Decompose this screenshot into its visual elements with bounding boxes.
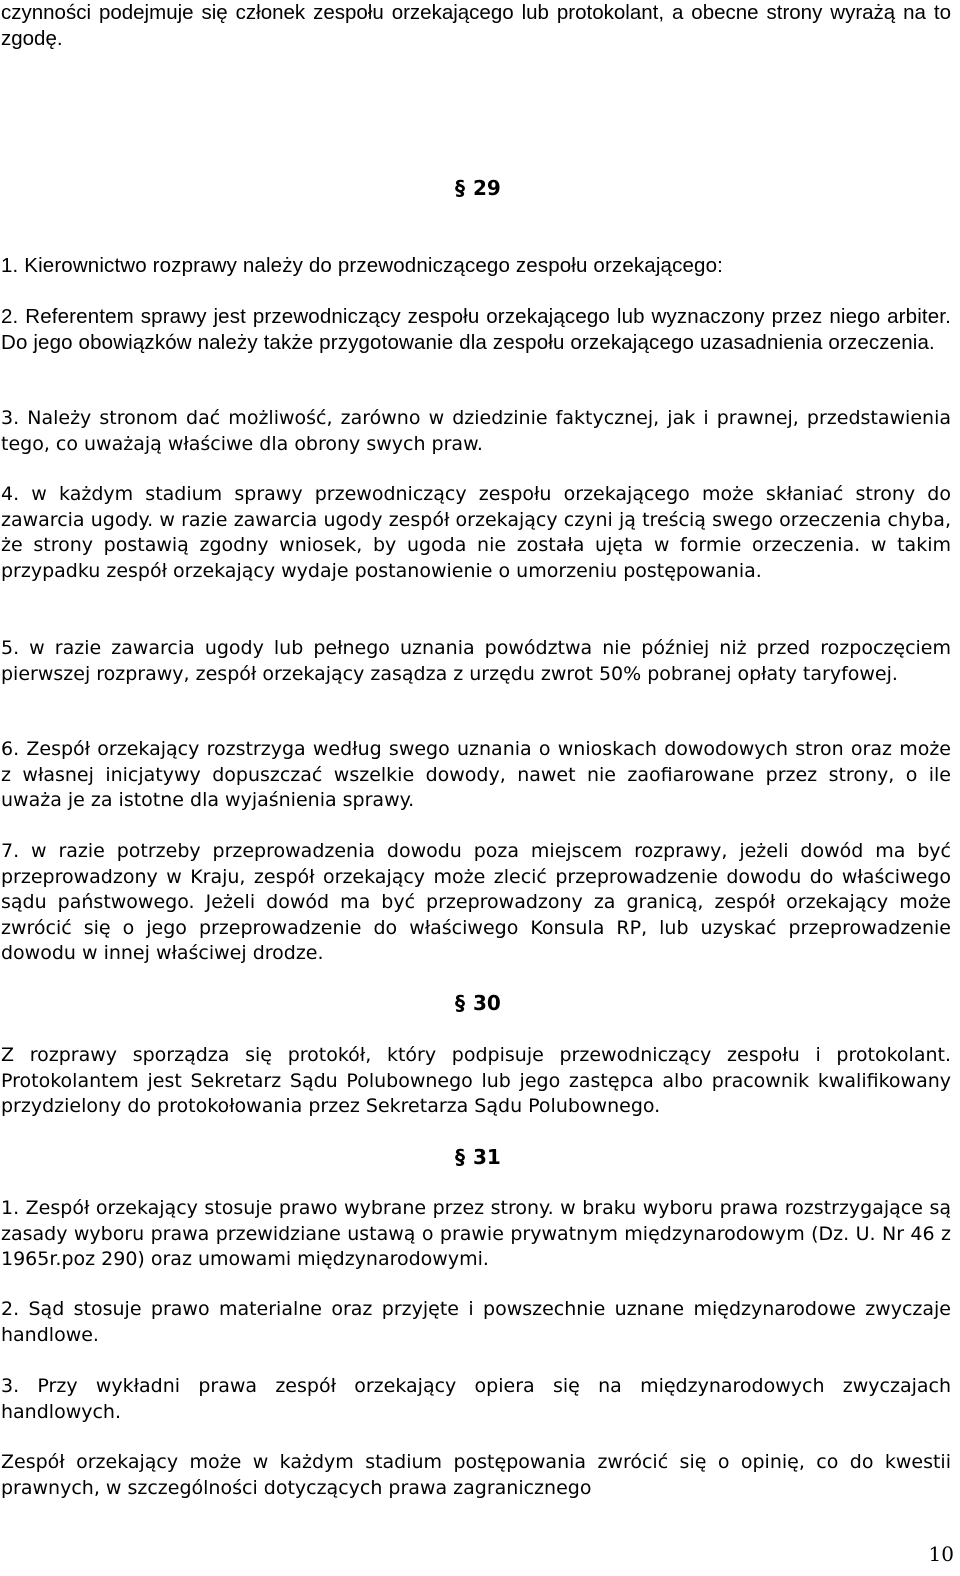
paragraph-s29-1: 1. Kierownictwo rozprawy należy do przewodniczącego zespołu orzekającego: xyxy=(1,254,723,277)
section-number: 29 xyxy=(473,176,501,200)
paragraph-s29-4: 4. w każdym stadium sprawy przewodniczący zespołu orzekającego może skłaniać strony do zawarcia ugody. w razie zawarcia ugody zespół orzekający czyni ją treścią swego orzeczenia chyba, że strony postawią zgodny wniosek, by ugoda nie została ujęta w formie orzeczenia. w takim przypadku zespół orzekający wydaje postanowienie o umorzeniu postępowania. xyxy=(1,483,951,582)
paragraph-s29-5: 5. w razie zawarcia ugody lub pełnego uznania powództwa nie później niż przed rozpoczęciem pierwszej rozprawy, zespół orzekający zasądza z urzędu zwrot 50% pobranej opłaty taryfowej. xyxy=(1,637,951,685)
section-number: 31 xyxy=(473,1145,501,1169)
page-number: 10 xyxy=(928,1542,954,1566)
section-number: 30 xyxy=(473,991,501,1015)
paragraph-s29-6: 6. Zespół orzekający rozstrzyga według swego uznania o wnioskach dowodowych stron oraz może z własnej inicjatywy dopuszczać wszelkie dowody, nawet nie zaofiarowane przez strony, o ile uważa je za istotne dla wyjaśnienia sprawy. xyxy=(1,738,951,811)
paragraph-s31-3: 3. Przy wykładni prawa zespół orzekający opiera się na międzynarodowych zwyczajach handlowych. xyxy=(1,1375,951,1423)
section-sign: § xyxy=(455,1145,465,1169)
paragraph-continuation: czynności podejmuje się członek zespołu orzekającego lub protokolant, a obecne strony wyrażą na to zgodę. xyxy=(1,1,951,50)
paragraph-s30: Z rozprawy sporządza się protokół, który podpisuje przewodniczący zespołu i protokolant. Protokolantem jest Sekretarz Sądu Polubownego lub jego zastępca albo pracownik kwalifikowany przydzielony do protokołowania przez Sekretarza Sądu Polubownego. xyxy=(1,1044,951,1117)
paragraph-s29-7: 7. w razie potrzeby przeprowadzenia dowodu poza miejscem rozprawy, jeżeli dowód ma być przeprowadzony w Kraju, zespół orzekający może zlecić przeprowadzenie dowodu do właściwego sądu państwowego. Jeżeli dowód ma być przeprowadzony za granicą, zespół orzekający może zwrócić się o jego przeprowadzenie do właściwego Konsula RP, lub uzyskać przeprowadzenie dowodu w innej właściwej drodze. xyxy=(1,840,951,964)
section-heading-30 xyxy=(447,991,501,1015)
section-heading-29 xyxy=(447,176,501,200)
paragraph-s31-4: Zespół orzekający może w każdym stadium postępowania zwrócić się o opinię, co do kwestii prawnych, w szczególności dotyczących prawa zagranicznego xyxy=(1,1451,951,1499)
section-heading-31 xyxy=(447,1145,501,1169)
paragraph-s31-2: 2. Sąd stosuje prawo materialne oraz przyjęte i powszechnie uznane międzynarodowe zwyczaje handlowe. xyxy=(1,1298,951,1346)
paragraph-s29-2: 2. Referentem sprawy jest przewodniczący zespołu orzekającego lub wyznaczony przez niego arbiter. Do jego obowiązków należy także przygotowanie dla zespołu orzekającego uzasadnienia orzeczenia. xyxy=(1,305,951,354)
paragraph-s31-1: 1. Zespół orzekający stosuje prawo wybrane przez strony. w braku wyboru prawa rozstrzygające są zasady wyboru prawa przewidziane ustawą o prawie prywatnym międzynarodowym (Dz. U. Nr 46 z 1965r.poz 290) oraz umowami międzynarodowymi. xyxy=(1,1197,951,1270)
section-sign: § xyxy=(455,991,465,1015)
section-sign: § xyxy=(455,176,465,200)
paragraph-s29-3: 3. Należy stronom dać możliwość, zarówno w dziedzinie faktycznej, jak i prawnej, przedstawienia tego, co uważają właściwe dla obrony swych praw. xyxy=(1,407,951,455)
